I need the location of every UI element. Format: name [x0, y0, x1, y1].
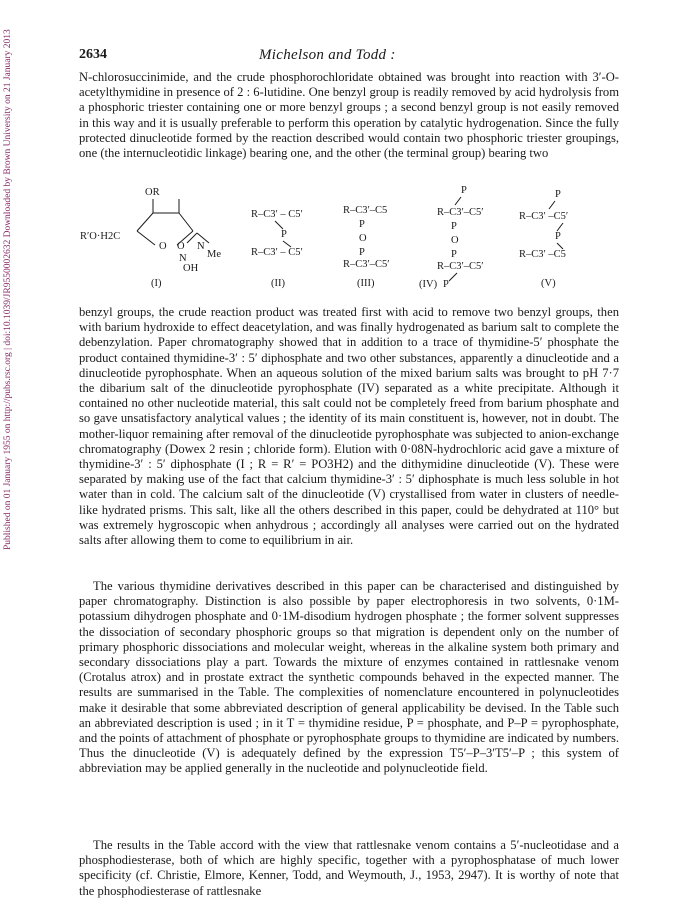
structure-III: [343, 205, 390, 289]
structure-III-label: (III): [357, 278, 375, 289]
structure-V-top: R–C3′ –C5′: [519, 211, 569, 222]
paragraph-3: The various thymidine derivatives described in this paper can be characterised and distinguished by paper chromatography. Distinction is also possible by paper electrophoresis in two solvents, 0·1M-potassium dihydrogen phosphate and 0·1M-disodium hydrogen phosphate ; the former solvent suppresses the dissociation of secondary phosphoric groups so that migration is dependent only on the number of primary phosphoric dissociations and molecular weight, whereas in the alkaline system both primary and secondary dissociations play a part. Towards the mixture of enzymes contained in rattlesnake venom (Crotalus atrox) and in prostate extract the synthetic compounds behaved in the expected manner. The results are summarised in the Table. The complexities of nomenclature encountered in polynucleotides make it desirable that some abbreviated description of general applicability be devised. In the Table such an abbreviated description is used ; in it T = thymidine residue, P = phosphate, and P–P = pyrophosphate, and the points of attachment of phosphate or pyrophosphate groups to thymidine are indicated by numbers. Thus the dinucleotide (V) is adequately defined by the expression T5′–P–3′T5′–P ; this system of abbreviation may be applied generally in the nucleotide and polynucleotide field.: [79, 579, 619, 776]
structure-I-bond: [179, 213, 193, 231]
structure-IV-p1: P: [451, 221, 457, 232]
structure-V-bond: [549, 201, 555, 209]
structure-III-p2: P: [359, 247, 365, 258]
structure-IV-p2: P: [451, 249, 457, 260]
structure-IV-o: O: [451, 235, 459, 246]
structure-II: [251, 209, 303, 289]
structure-I-ring-oxygen: O: [159, 241, 167, 252]
structure-V: [519, 189, 568, 289]
structural-formulae-figure: [79, 183, 619, 295]
structure-IV: [419, 185, 484, 290]
structure-IV-bond: [449, 273, 457, 281]
structural-formulae-svg: [79, 183, 619, 295]
paragraph-1: N-chlorosuccinimide, and the crude phosphorochloridate obtained was brought into reaction with 3′-O-acetylthymidine in presence of 2 : 6-lutidine. One benzyl group is readily removed by acid hydrolysis from a phosphoric triester containing one or more benzyl groups ; a second benzyl group is not easily removed in this way and it is usually preferable to perform this operation by catalytic hydrogenation. Since the fully protected dinucleotide formed by the reaction described would contain two phosphoric triester groupings, one (the internucleotidic linkage) bearing one, and the other (the terminal group) bearing two: [79, 70, 619, 161]
structure-V-label: (V): [541, 278, 556, 289]
structure-I-carbonyl-oxygen: O: [177, 241, 185, 252]
paragraph-4: The results in the Table accord with the view that rattlesnake venom contains a 5′-nucleotidase and a phosphodiesterase, both of which are highly specific, together with a pyrophosphatase of much lower specificity (cf. Christie, Elmore, Kenner, Todd, and Weymouth, J., 1953, 2947). It is worthy of note that the phosphodiesterase of rattlesnake: [79, 838, 619, 898]
structure-I-n1: N: [197, 241, 205, 252]
structure-II-p: P: [281, 229, 287, 240]
download-notice-margin: [2, 29, 30, 550]
structure-III-o: O: [359, 233, 367, 244]
structure-IV-p-bottom: P: [443, 279, 449, 290]
structure-IV-p-top: P: [461, 185, 467, 196]
structure-I-label: (I): [151, 278, 162, 289]
structure-III-top: R–C3′–C5: [343, 205, 388, 216]
structure-V-bottom: R–C3′ –C5: [519, 249, 566, 260]
structure-I-r-prime: R′O·H2C: [80, 231, 121, 242]
structure-I: [80, 187, 221, 289]
structure-I-me: Me: [207, 249, 221, 260]
structure-V-p-top: P: [555, 189, 561, 200]
structure-V-bond: [557, 223, 563, 231]
structure-II-bond: [275, 221, 283, 229]
download-notice-text: Published on 01 January 1955 on http://pubs.rsc.org | doi:10.1039/JR9550002632 Downloaded by Brown University on 21 January 2013: [3, 29, 13, 550]
structure-IV-mid2: R–C3′–C5′: [437, 261, 484, 272]
structure-III-bottom: R–C3′–C5′: [343, 259, 390, 270]
structure-V-p: P: [555, 231, 561, 242]
structure-I-bond: [137, 213, 153, 231]
structure-I-or: OR: [145, 187, 160, 198]
structure-II-top: R–C3′ – C5′: [251, 209, 303, 220]
structure-I-n2: N: [179, 253, 187, 264]
running-title: Michelson and Todd :: [259, 47, 396, 63]
structure-I-oh: OH: [183, 263, 199, 274]
structure-II-bottom: R–C3′ – C5′: [251, 247, 303, 258]
structure-III-p1: P: [359, 219, 365, 230]
structure-IV-label: (IV): [419, 279, 438, 290]
page-number: 2634: [79, 47, 107, 62]
structure-II-label: (II): [271, 278, 285, 289]
structure-I-bond: [137, 231, 155, 245]
page-header: [79, 47, 619, 67]
structure-IV-mid1: R–C3′–C5′: [437, 207, 484, 218]
structure-IV-bond: [455, 197, 461, 205]
paragraph-2: benzyl groups, the crude reaction product was treated first with acid to remove two benzyl groups, then with barium hydroxide to effect deacetylation, and was finally hydrogenated as barium salt to complete the debenzylation. Paper chromatography showed that in addition to a trace of thymidine-5′ phosphate the product contained thymidine-3′ : 5′ diphosphate and two other substances, apparently a dinucleotide and a dinucleotide pyrophosphate. When an aqueous solution of the mixed barium salts was brought to pH 7·7 the dibarium salt of the dinucleotide pyrophosphate (IV) separated as a white precipitate. Although it contained no other nucleotide material, this salt could not be completely freed from barium phosphate and so gave unsatisfactory analytical values ; the identity of its main constituent is, however, not in doubt. The mother-liquor remaining after removal of the dinucleotide pyrophosphate was subjected to anion-exchange chromatography (Dowex 2 resin ; chloride form). Elution with 0·08N-hydrochloric acid gave a mixture of thymidine-3′ : 5′ diphosphate (I ; R = R′ = PO3H2) and the dithymidine dinucleotide (V). These were separated by making use of the fact that calcium thymidine-3′ : 5′ diphosphate is much less soluble in hot water than in cold. The calcium salt of the dinucleotide (V) crystallised from water in clusters of needle-like hydrated prisms. This salt, like all the others described in this paper, could be dehydrated at 110° but was extremely hygroscopic when anhydrous ; accordingly all analyses were carried out on the hydrated salts after allowing them to come to equilibrium in air.: [79, 305, 619, 548]
